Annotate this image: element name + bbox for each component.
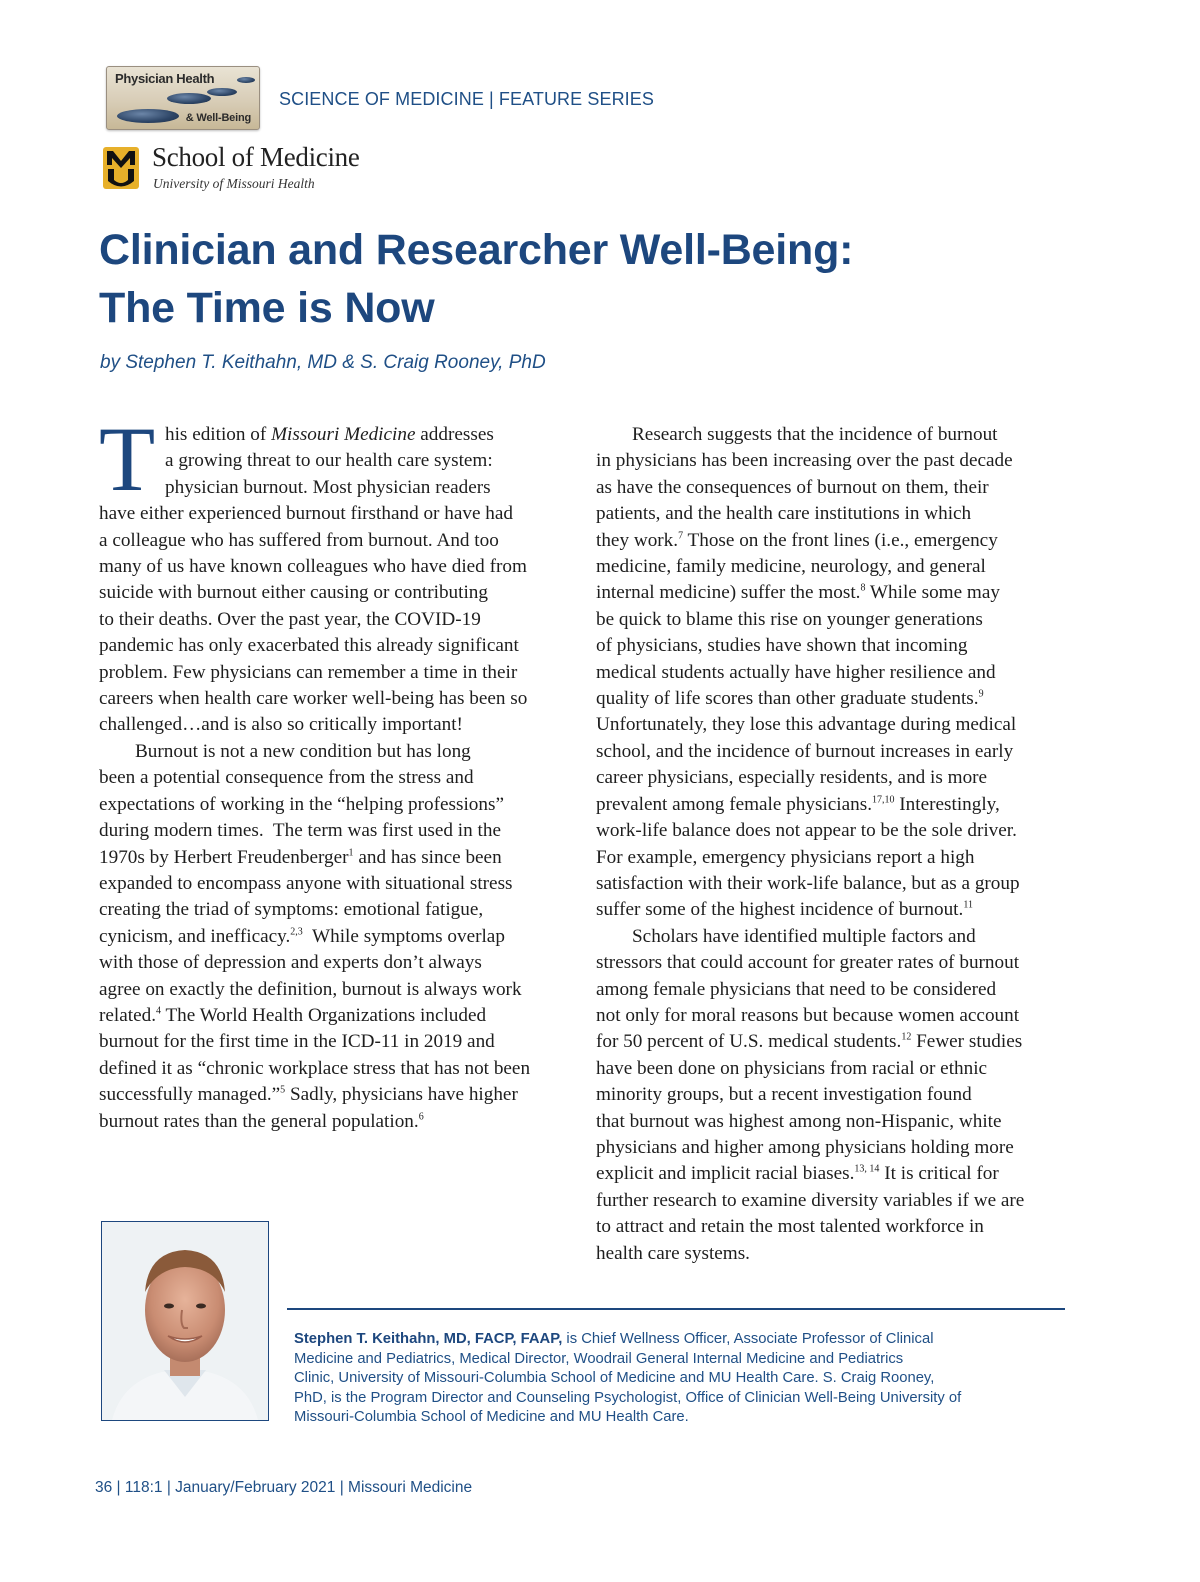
badge-subtitle: & Well-Being (185, 112, 251, 124)
author-photo (101, 1221, 269, 1421)
body-column-right (596, 422, 1071, 1267)
bio-author-name: Stephen T. Keithahn, MD, FACP, FAAP, (294, 1331, 563, 1347)
drop-cap: T (99, 408, 156, 510)
series-label: SCIENCE OF MEDICINE | FEATURE SERIES (279, 89, 654, 109)
mu-logo-icon (103, 147, 139, 189)
title-line: The Time is Now (99, 284, 435, 332)
paragraph: Burnout is not a new condition but has long been a potential consequence from the stress and expectations of working in the “helping professions” during modern times. The term was first used in the 1970s by Herbert Freudenberger$^1$ and has since been expanded to encompass anyone with situational stress creating the triad of symptoms: emotional fatigue, cynicism, and inefficacy.$^{2,3}$ While symptoms overlap with those of depression and experts don’t always agree on exactly the definition, burnout is always work related.$^4$ The World Health Organizations included burnout for the first time in the ICD-11 in 2019 and defined it as “chronic workplace stress that has not been successfully managed.”$^5$ Sadly, physicians have higher burnout rates than the general population.$^6$ (99, 740, 531, 1132)
paragraph: Research suggests that the incidence of burnout in physicians has been increasing over the past decade as have the consequences of burnout on them, their patients, and the health care institutions in which they work.$^7$ Those on the front lines (i.e., emergency medicine, family medicine, neurology, and general internal medicine) suffer the most.$^8$ While some may be quick to blame this rise on younger generations of physicians, studies have shown that incoming medical students actually have higher resilience and quality of life scores than other graduate students.$^9$ Unfortunately, they lose this advantage during medical school, and the incidence of burnout increases in early career physicians, especially residents, and is more prevalent among female physicians.$^{17,10}$ Interestingly, work-life balance does not appear to be the sole driver. For example, emergency physicians report a high satisfaction with their work-life balance, but as a group suffer some of the highest incidence of burnout.$^{11}$ (596, 424, 1020, 921)
paragraph: his edition of Missouri Medicine addresses a growing threat to our health care system: physician burnout. Most physician readers have either experienced burnout firsthand or have had a colleague who has suffered from burnout. And too many of us have known colleagues who have died from suicide with burnout either causing or contributing to their deaths. Over the past year, the COVID-19 pandemic has only exacerbated this already significant problem. Few physicians can remember a time in their careers when health care worker well-being has been so challenged…and is also so critically important! (99, 424, 528, 736)
bio-text: PhD, is the Program Director and Counseling Psychologist, Office of Clinician Well-Being University of (294, 1389, 962, 1406)
physician-health-badge (106, 66, 260, 130)
bio-text: Clinic, University of Missouri-Columbia School of Medicine and MU Health Care. S. Craig Rooney, (294, 1370, 935, 1387)
badge-title: Physician Health (115, 71, 215, 86)
byline: by Stephen T. Keithahn, MD & S. Craig Rooney, PhD (100, 352, 546, 373)
stone-decoration (207, 88, 237, 96)
title-line: Clinician and Researcher Well-Being: (99, 226, 854, 274)
bio-divider (287, 1308, 1065, 1310)
logo-subtitle: University of Missouri Health (153, 176, 315, 191)
stone-decoration (117, 109, 179, 123)
stone-decoration (237, 77, 255, 83)
page-footer: 36 | 118:1 | January/February 2021 | Missouri Medicine (95, 1479, 473, 1496)
author-bio (294, 1330, 1074, 1428)
body-column-left (99, 422, 579, 1135)
logo-title: School of Medicine (152, 142, 360, 172)
article-title (99, 221, 1099, 337)
bio-text: Missouri-Columbia School of Medicine and MU Health Care. (294, 1409, 689, 1426)
paragraph: Scholars have identified multiple factors and stressors that could account for greater rates of burnout among female physicians that need to be considered not only for moral reasons but because women account for 50 percent of U.S. medical students.$^{12}$ Fewer studies have been done on physicians from racial or ethnic minority groups, but a recent investigation found that burnout was highest among non-Hispanic, white physicians and higher among physicians holding more explicit and implicit racial biases.$^{13, 14}$ It is critical for further research to examine diversity variables if we are to attract and retain the most talented workforce in health care systems. (596, 925, 1025, 1264)
bio-text: is Chief Wellness Officer, Associate Professor of Clinical (562, 1331, 934, 1347)
bio-text: Medicine and Pediatrics, Medical Director, Woodrail General Internal Medicine and Pediatrics (294, 1350, 904, 1367)
stone-decoration (167, 93, 211, 104)
author-portrait-icon (102, 1222, 268, 1420)
